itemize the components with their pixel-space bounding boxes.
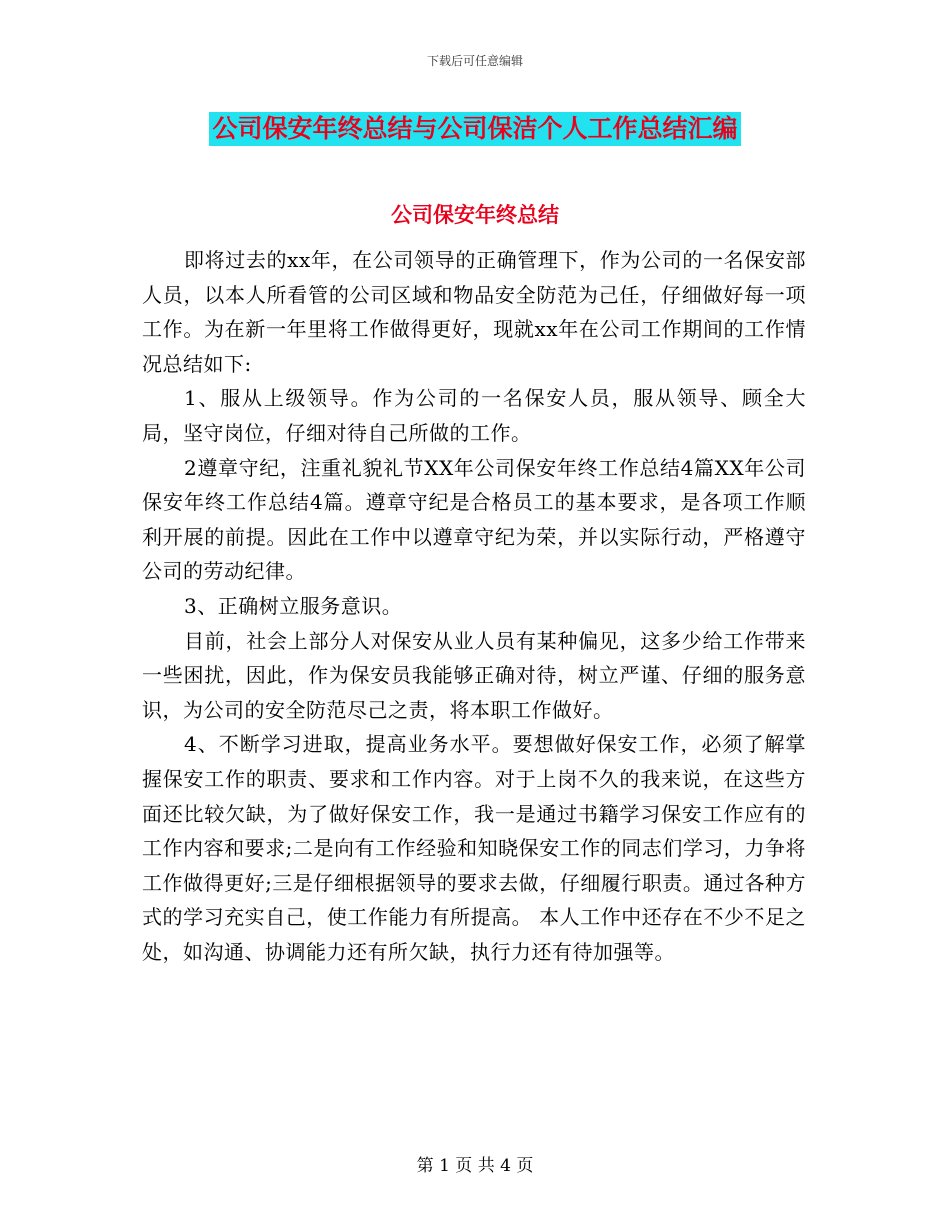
document-title-container bbox=[0, 112, 950, 146]
document-body bbox=[142, 243, 806, 969]
page-header-note: 下载后可任意编辑 bbox=[426, 54, 523, 68]
paragraph-item-1: 1、服从上级领导。作为公司的一名保安人员，服从领导、顾全大局，坚守岗位，仔细对待自己所做的工作。 bbox=[142, 386, 806, 445]
paragraph-item-3: 3、正确树立服务意识。 bbox=[184, 593, 403, 618]
paragraph-item-3-detail: 目前，社会上部分人对保安从业人员有某种偏见，这多少给工作带来一些困扰，因此，作为保安员我能够正确对待，树立严谨、仔细的服务意识，为公司的安全防范尽己之责，将本职工作做好。 bbox=[142, 628, 806, 722]
section-title: 公司保安年终总结 bbox=[391, 203, 559, 227]
paragraph-intro: 即将过去的xx年，在公司领导的正确管理下，作为公司的一名保安部人员，以本人所看管的公司区域和物品安全防范为己任，仔细做好每一项工作。为在新一年里将工作做得更好，现就xx年在公司工作期间的工作情况总结如下: bbox=[142, 248, 806, 376]
paragraph-item-4: 4、不断学习进取，提高业务水平。要想做好保安工作，必须了解掌握保安工作的职责、要求和工作内容。对于上岗不久的我来说，在这些方面还比较欠缺，为了做好保安工作，我一是通过书籍学习保安工作应有的工作内容和要求;二是向有工作经验和知晓保安工作的同志们学习，力争将工作做得更好;三是仔细根据领导的要求去做，仔细履行职责。通过各种方式的学习充实自己，使工作能力有所提高。 本人工作中还存在不少不足之处，如沟通、协调能力还有所欠缺，执行力还有待加强等。 bbox=[142, 732, 806, 964]
paragraph-item-2: 2遵章守纪，注重礼貌礼节XX年公司保安年终工作总结4篇XX年公司保安年终工作总结4篇。遵章守纪是合格员工的基本要求，是各项工作顺利开展的前提。因此在工作中以遵章守纪为荣，并以实际行动，严格遵守公司的劳动纪律。 bbox=[142, 455, 806, 584]
page-number-footer: 第 1 页 共 4 页 bbox=[416, 1156, 534, 1176]
document-title: 公司保安年终总结与公司保洁个人工作总结汇编 bbox=[209, 112, 740, 146]
